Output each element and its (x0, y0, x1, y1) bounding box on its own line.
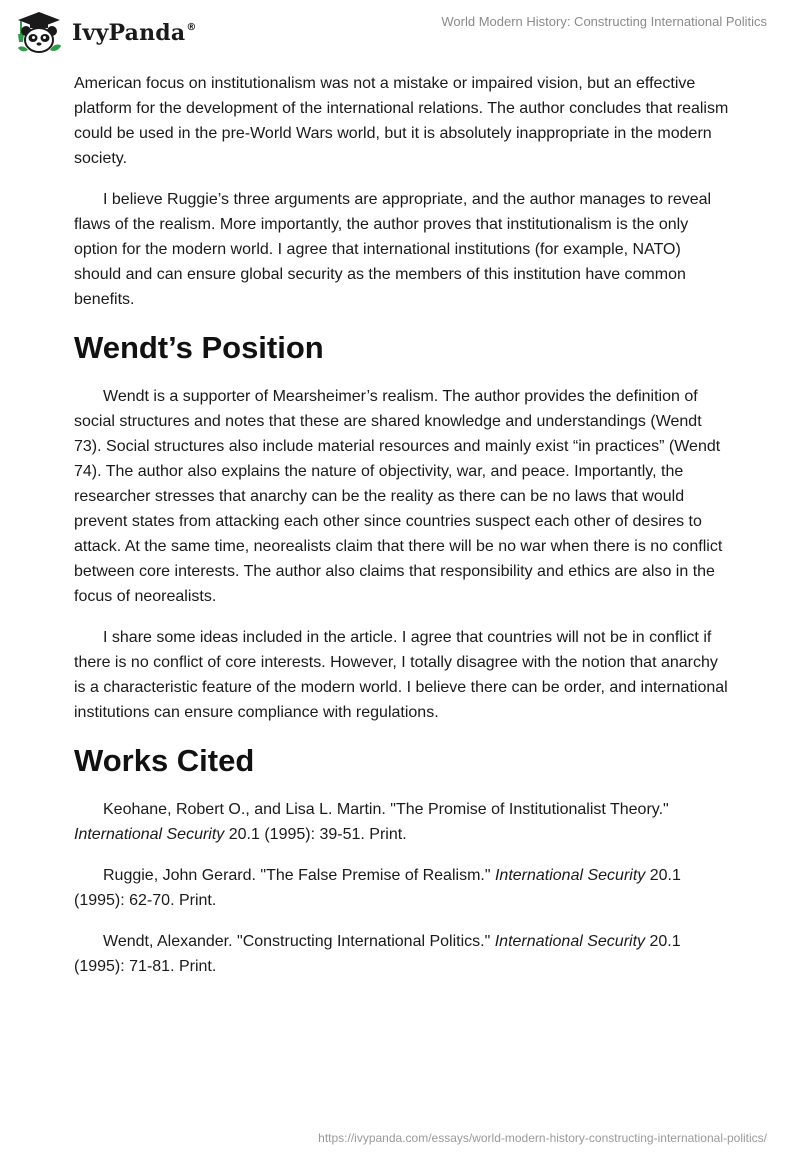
citation-journal: International Security (74, 826, 225, 843)
registered-mark: ® (186, 22, 197, 33)
citation-text: Ruggie, John Gerard. "The False Premise of Realism." (103, 867, 495, 884)
citation-journal: International Security (494, 867, 646, 884)
citation-details: 20.1 (1995): 71-81. Print. (74, 933, 681, 975)
paragraph: American focus on institutionalism was not a mistake or impaired vision, but an effective platform for the development of the international relations. The author concludes that realism could be used in the pre-World Wars world, but it is absolutely inappropriate in the modern society. (74, 75, 729, 167)
citation-details: 20.1 (1995): 62-70. Print. (74, 867, 681, 909)
citation-details: 20.1 (1995): 39-51. Print. (224, 826, 407, 843)
running-title: World Modern History: Constructing International Politics (441, 14, 767, 29)
citation-journal: International Security (494, 933, 646, 950)
section-heading-works-cited: Works Cited (74, 743, 255, 778)
ivypanda-logo[interactable] (14, 10, 197, 54)
citation-entry (74, 863, 730, 913)
citation-entry (74, 797, 730, 847)
citation-text: Wendt, Alexander. "Constructing International Politics." (103, 933, 495, 950)
citation-entry (74, 929, 730, 979)
paragraph: I believe Ruggie’s three arguments are appropriate, and the author manages to reveal flaws of the realism. More importantly, the author proves that institutionalism is the only option for the modern world. I agree that international institutions (for example, NATO) should and can ensure global security as the members of this institution have common benefits. (74, 191, 712, 308)
source-url-link[interactable]: https://ivypanda.com/essays/world-modern-history-constructing-international-politics/ (318, 1131, 767, 1145)
logo-wordmark-text: IvyPanda (72, 20, 186, 46)
logo-wordmark (72, 20, 197, 46)
paragraph: Wendt is a supporter of Mearsheimer’s realism. The author provides the definition of social structures and notes that these are shared knowledge and understandings (Wendt 73). Social structures also include material resources and mainly exist “in practices” (Wendt 74). The author also explains the nature of objectivity, war, and peace. Importantly, the researcher stresses that anarchy can be the reality as there can be no laws that would prevent states from attacking each other since countries suspect each other of desires to attack. At the same time, neorealists claim that there will be no war when there is no conflict between core interests. The author also claims that responsibility and ethics are also in the focus of neorealists. (74, 388, 723, 605)
section-heading-wendt: Wendt’s Position (74, 330, 324, 365)
page-header (0, 0, 800, 64)
essay-content (74, 71, 730, 995)
panda-graduate-logo-icon (14, 10, 64, 54)
citation-text: Keohane, Robert O., and Lisa L. Martin. "The Promise of Institutionalist Theory." (103, 801, 669, 818)
paragraph: I share some ideas included in the article. I agree that countries will not be in conflict if there is no conflict of core interests. However, I totally disagree with the notion that anarchy is a characteristic feature of the modern world. I believe there can be order, and international institutions can ensure compliance with regulations. (74, 629, 728, 721)
